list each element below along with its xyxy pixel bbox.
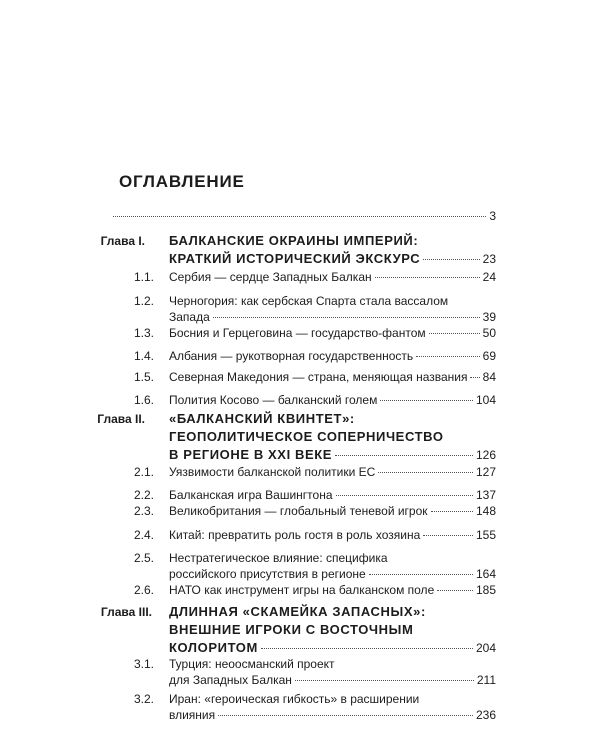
dot-leader (336, 495, 473, 496)
dot-leader (423, 259, 479, 260)
section-number: 2.6. (133, 583, 154, 597)
entry-line (169, 551, 496, 567)
page-number: 155 (475, 528, 496, 542)
entry-line (169, 657, 496, 673)
toc-heading: ОГЛАВЛЕНИЕ (119, 172, 245, 191)
entry-text: «БАЛКАНСКИЙ КВИНТЕТ»: (169, 411, 355, 426)
entry-line (169, 446, 496, 464)
page-number: 211 (476, 672, 496, 687)
section-number: 2.4. (133, 528, 154, 542)
dot-leader (113, 216, 486, 217)
entry-line (169, 428, 496, 446)
entry-line (169, 692, 496, 708)
dot-leader (378, 472, 473, 473)
page-number: 185 (475, 583, 496, 597)
section-number: 1.5. (133, 370, 154, 384)
page-number: 204 (475, 641, 496, 655)
page-number: 137 (475, 488, 496, 502)
entry-text: Северная Македония — страна, меняющая названия (169, 370, 468, 384)
entry-line (169, 349, 496, 365)
chapter-label: Глава III. (100, 605, 152, 619)
page-number: 164 (475, 566, 496, 581)
entry-title (169, 326, 496, 342)
entry-title (169, 504, 496, 520)
entry-text: Сербия — сердце Западных Балкан (169, 270, 372, 284)
entry-title (169, 393, 496, 409)
entry-title (169, 270, 496, 286)
entry-title (169, 551, 496, 582)
page-number: 84 (482, 370, 496, 384)
entry-text: Китай: превратить роль гостя в роль хозяина (169, 528, 421, 542)
page-number: 23 (482, 252, 496, 266)
entry-line (169, 639, 496, 657)
entry-title (169, 528, 496, 544)
entry-text: БАЛКАНСКИЕ ОКРАИНЫ ИМПЕРИЙ: (169, 233, 419, 248)
section-number: 1.1. (133, 270, 154, 284)
entry-text: ГЕОПОЛИТИЧЕСКОЕ СОПЕРНИЧЕСТВО (169, 429, 444, 444)
entry-title (169, 657, 496, 688)
entry-line (169, 270, 496, 286)
section-number: 2.5. (133, 551, 154, 565)
entry-text: Иран: «героическая гибкость» в расширении (169, 692, 420, 706)
page-number: 127 (475, 465, 496, 479)
entry-line (169, 621, 496, 639)
entry-text: Нестратегическое влияние: специфика (169, 551, 388, 565)
entry-text: В РЕГИОНЕ В XXI ВЕКЕ (169, 447, 333, 462)
entry-line (169, 673, 496, 689)
section-number: 2.2. (133, 488, 154, 502)
entry-text: для Западных Балкан (169, 672, 292, 687)
dot-leader (218, 715, 473, 716)
dot-leader (470, 377, 479, 378)
section-number: 1.2. (133, 294, 154, 308)
section-number: 3.1. (133, 657, 154, 671)
entry-text: Запада (169, 309, 210, 324)
dot-leader (437, 590, 473, 591)
entry-title (169, 465, 496, 481)
dot-leader (213, 317, 480, 318)
entry-title (169, 603, 496, 657)
entry-line (110, 209, 496, 225)
entry-line (169, 567, 496, 583)
entry-title (169, 294, 496, 325)
chapter-label: Глава I. (100, 234, 145, 248)
chapter-label: Глава II. (97, 412, 145, 426)
entry-line (169, 370, 496, 386)
dot-leader (295, 680, 474, 681)
page-number: 69 (482, 349, 496, 363)
page-number: 236 (475, 707, 496, 722)
section-number: 2.1. (133, 465, 154, 479)
entry-text: КРАТКИЙ ИСТОРИЧЕСКИЙ ЭКСКУРС (169, 251, 421, 266)
entry-line (169, 583, 496, 599)
dot-leader (261, 648, 473, 649)
section-number: 1.3. (133, 326, 154, 340)
dot-leader (429, 333, 480, 334)
page-number: 104 (475, 393, 496, 407)
entry-line (169, 603, 496, 621)
dot-leader (380, 400, 473, 401)
dot-leader (431, 511, 473, 512)
page-number: 3 (489, 209, 496, 223)
page-number: 24 (482, 270, 496, 284)
entry-title (169, 232, 496, 268)
entry-text: Балканская игра Вашингтона (169, 488, 333, 502)
entry-text: НАТО как инструмент игры на балканском поле (169, 583, 435, 597)
entry-text: Уязвимости балканской политики ЕС (169, 465, 376, 479)
dot-leader (335, 455, 473, 456)
dot-leader (416, 356, 479, 357)
page-number: 126 (475, 448, 496, 462)
dot-leader (423, 535, 473, 536)
entry-line (169, 310, 496, 326)
page-number: 148 (475, 504, 496, 518)
entry-title (110, 209, 496, 225)
entry-text: КОЛОРИТОМ (169, 640, 258, 655)
entry-line (169, 504, 496, 520)
entry-line (169, 326, 496, 342)
entry-line (169, 393, 496, 409)
entry-text: ВНЕШНИЕ ИГРОКИ С ВОСТОЧНЫМ (169, 622, 414, 637)
section-number: 1.6. (133, 393, 154, 407)
entry-title (169, 488, 496, 504)
entry-text: Великобритания — глобальный теневой игрок (169, 504, 428, 518)
entry-title (169, 410, 496, 464)
section-number: 3.2. (133, 692, 154, 706)
entry-title (169, 692, 496, 723)
entry-text: российского присутствия в регионе (169, 566, 366, 581)
entry-text: Албания — рукотворная государственность (169, 349, 414, 363)
page-number: 50 (482, 326, 496, 340)
entry-text: Полития Косово — балканский голем (169, 393, 378, 407)
entry-title (169, 370, 496, 386)
entry-line (169, 488, 496, 504)
entry-line (169, 528, 496, 544)
entry-line (169, 232, 496, 250)
entry-text: Турция: неоосманский проект (169, 657, 335, 671)
entry-line (169, 708, 496, 724)
entry-text: ДЛИННАЯ «СКАМЕЙКА ЗАПАСНЫХ»: (169, 604, 426, 619)
dot-leader (369, 574, 473, 575)
entry-line (169, 410, 496, 428)
entry-line (169, 250, 496, 268)
entry-text: Черногория: как сербская Спарта стала вассалом (169, 294, 449, 308)
entry-line (169, 465, 496, 481)
entry-line (169, 294, 496, 310)
page-number: 39 (482, 309, 496, 324)
entry-text: влияния (169, 707, 216, 722)
section-number: 1.4. (133, 349, 154, 363)
entry-title (169, 583, 496, 599)
entry-text: Босния и Герцеговина — государство-фантом (169, 326, 426, 340)
dot-leader (375, 277, 480, 278)
entry-title (169, 349, 496, 365)
section-number: 2.3. (133, 504, 154, 518)
